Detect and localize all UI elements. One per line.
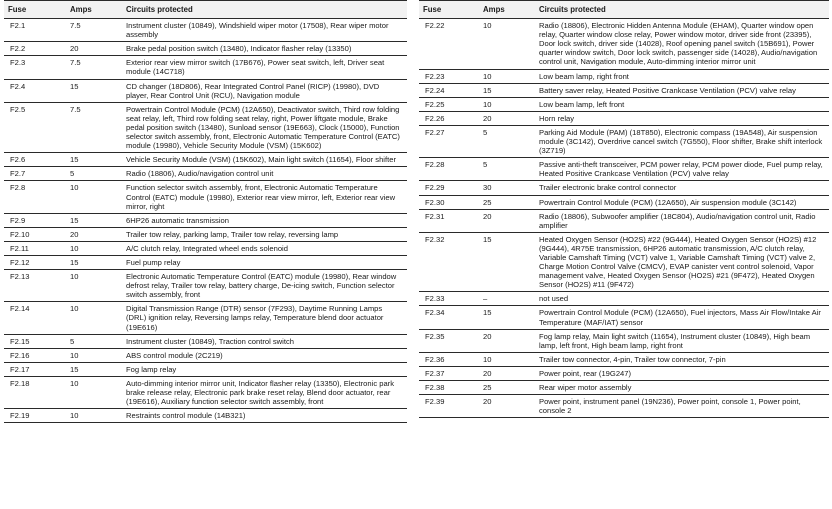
fuse-table-left: [4, 0, 407, 423]
amps-cell: 7.5: [66, 19, 122, 42]
fuse-cell: F2.1: [4, 19, 66, 42]
circuits-cell: ABS control module (2C219): [122, 348, 407, 362]
table-row: [419, 292, 829, 306]
fuse-cell: F2.18: [4, 376, 66, 408]
table-row: [4, 409, 407, 423]
table-row: [4, 376, 407, 408]
amps-cell: 10: [66, 302, 122, 334]
circuits-cell: Instrument cluster (10849), Traction control switch: [122, 334, 407, 348]
amps-cell: 30: [479, 181, 535, 195]
fuse-cell: F2.22: [419, 19, 479, 69]
amps-cell: 15: [66, 79, 122, 102]
amps-cell: 7.5: [66, 102, 122, 152]
circuits-column-header: Circuits protected: [122, 1, 407, 19]
table-row: [4, 102, 407, 152]
fuse-cell: F2.32: [419, 232, 479, 292]
fuse-cell: F2.35: [419, 329, 479, 352]
amps-cell: 25: [479, 195, 535, 209]
amps-cell: 10: [479, 19, 535, 69]
fuse-cell: F2.11: [4, 241, 66, 255]
circuits-cell: Instrument cluster (10849), Windshield wiper motor (17508), Rear wiper motor assembly: [122, 19, 407, 42]
amps-cell: 5: [66, 334, 122, 348]
table-row: [4, 362, 407, 376]
table-row: [4, 167, 407, 181]
amps-cell: 10: [66, 241, 122, 255]
fuse-cell: F2.37: [419, 366, 479, 380]
amps-cell: 10: [66, 270, 122, 302]
fuse-column-header: Fuse: [419, 1, 479, 19]
table-row: [419, 181, 829, 195]
fuse-cell: F2.19: [4, 409, 66, 423]
fuse-cell: F2.8: [4, 181, 66, 213]
amps-cell: 10: [66, 409, 122, 423]
circuits-cell: Auto-dimming interior mirror unit, Indicator flasher relay (13350), Electronic park brake release relay, Electronic park brake reset relay, Blend door actuator, rear (19E616), Auxiliary function selector switch assembly, front: [122, 376, 407, 408]
fuse-cell: F2.34: [419, 306, 479, 329]
table-row: [419, 232, 829, 292]
fuse-cell: F2.17: [4, 362, 66, 376]
circuits-cell: not used: [535, 292, 829, 306]
fuse-cell: F2.14: [4, 302, 66, 334]
fuse-cell: F2.12: [4, 255, 66, 269]
table-row: [419, 329, 829, 352]
table-row: [419, 209, 829, 232]
fuse-column-header: Fuse: [4, 1, 66, 19]
circuits-cell: Low beam lamp, right front: [535, 69, 829, 83]
fuse-table-right: [419, 0, 829, 418]
circuits-cell: Vehicle Security Module (VSM) (15K602), Main light switch (11654), Floor shifter: [122, 153, 407, 167]
fuse-cell: F2.13: [4, 270, 66, 302]
circuits-cell: Fog lamp relay: [122, 362, 407, 376]
fuse-cell: F2.39: [419, 395, 479, 418]
table-row: [4, 227, 407, 241]
table-row: [419, 306, 829, 329]
amps-cell: 20: [66, 227, 122, 241]
fuse-cell: F2.33: [419, 292, 479, 306]
circuits-cell: Radio (18806), Subwoofer amplifier (18C804), Audio/navigation control unit, Radio amplifier: [535, 209, 829, 232]
amps-cell: 15: [479, 306, 535, 329]
circuits-cell: Trailer electronic brake control connector: [535, 181, 829, 195]
table-row: [4, 270, 407, 302]
amps-cell: 15: [479, 83, 535, 97]
circuits-cell: Trailer tow relay, parking lamp, Trailer tow relay, reversing lamp: [122, 227, 407, 241]
table-row: [419, 352, 829, 366]
table-row: [4, 334, 407, 348]
fuse-cell: F2.7: [4, 167, 66, 181]
table-row: [419, 195, 829, 209]
amps-cell: 7.5: [66, 56, 122, 79]
circuits-cell: Fuel pump relay: [122, 255, 407, 269]
amps-column-header: Amps: [66, 1, 122, 19]
circuits-cell: Power point, instrument panel (19N236), Power point, console 1, Power point, console 2: [535, 395, 829, 418]
circuits-cell: Battery saver relay, Heated Positive Crankcase Ventilation (PCV) valve relay: [535, 83, 829, 97]
table-row: [4, 241, 407, 255]
table-row: [419, 97, 829, 111]
amps-cell: –: [479, 292, 535, 306]
fuse-cell: F2.5: [4, 102, 66, 152]
circuits-cell: Low beam lamp, left front: [535, 97, 829, 111]
amps-cell: 15: [66, 153, 122, 167]
circuits-cell: Horn relay: [535, 111, 829, 125]
fuse-table-right-body: [419, 19, 829, 418]
fuse-cell: F2.2: [4, 42, 66, 56]
table-row: [419, 125, 829, 157]
table-row: [4, 302, 407, 334]
circuits-column-header: Circuits protected: [535, 1, 829, 19]
circuits-cell: Digital Transmission Range (DTR) sensor (7F293), Daytime Running Lamps (DRL) ignition relay, Reversing lamps relay, Temperature blend door actuator (19E616): [122, 302, 407, 334]
circuits-cell: Trailer tow connector, 4-pin, Trailer tow connector, 7-pin: [535, 352, 829, 366]
circuits-cell: 6HP26 automatic transmission: [122, 213, 407, 227]
circuits-cell: A/C clutch relay, Integrated wheel ends solenoid: [122, 241, 407, 255]
amps-cell: 15: [479, 232, 535, 292]
circuits-cell: Restraints control module (14B321): [122, 409, 407, 423]
amps-cell: 10: [66, 348, 122, 362]
amps-cell: 20: [479, 366, 535, 380]
amps-cell: 5: [479, 125, 535, 157]
table-row: [419, 395, 829, 418]
amps-cell: 20: [479, 209, 535, 232]
table-row: [419, 158, 829, 181]
table-row: [419, 111, 829, 125]
circuits-cell: Powertrain Control Module (PCM) (12A650), Air suspension module (3C142): [535, 195, 829, 209]
circuits-cell: Powertrain Control Module (PCM) (12A650), Deactivator switch, Third row folding seat relay, left, Third row folding seat relay, right, Power liftgate module, Brake pedal position switch (13480), Sunload sensor (19E663), Clock (15000), Function selector switch assembly, front, Electronic Automatic Temperature Control (EATC) module (19980), Vehicle Security Module (VSM) (15K602): [122, 102, 407, 152]
table-row: [419, 83, 829, 97]
table-row: [419, 366, 829, 380]
amps-cell: 15: [66, 255, 122, 269]
circuits-cell: Power point, rear (19G247): [535, 366, 829, 380]
table-row: [4, 153, 407, 167]
amps-cell: 10: [479, 69, 535, 83]
amps-cell: 10: [479, 97, 535, 111]
amps-cell: 10: [66, 181, 122, 213]
table-row: [4, 42, 407, 56]
table-row: [4, 348, 407, 362]
amps-cell: 20: [66, 42, 122, 56]
fuse-table-left-body: [4, 19, 407, 423]
table-row: [4, 255, 407, 269]
fuse-cell: F2.38: [419, 381, 479, 395]
fuse-cell: F2.36: [419, 352, 479, 366]
amps-cell: 5: [66, 167, 122, 181]
circuits-cell: Heated Oxygen Sensor (HO2S) #22 (9G444), Heated Oxygen Sensor (HO2S) #12 (9G444), 4R75E transmission, 6HP26 automatic transmission, A/C clutch relay, Variable Camshaft Timing (VCT) valve 1, Variable Camshaft Timing (VCT) valve 2, Charge Motion Control Valve (CMCV), EVAP canister vent control solenoid, Vapor management valve, Heated Oxygen Sensor (HO2S) #21 (9F472), Heated Oxygen Sensor (HO2S) #11 (9F472): [535, 232, 829, 292]
circuits-cell: Parking Aid Module (PAM) (18T850), Electronic compass (19A548), Air suspension module (3C142), Overdrive cancel switch (7G550), Floor shifter, Brake shift interlock (3Z719): [535, 125, 829, 157]
table-header-row: [4, 1, 407, 19]
table-header-row: [419, 1, 829, 19]
fuse-cell: F2.10: [4, 227, 66, 241]
circuits-cell: Rear wiper motor assembly: [535, 381, 829, 395]
table-row: [419, 69, 829, 83]
fuse-cell: F2.4: [4, 79, 66, 102]
circuits-cell: Electronic Automatic Temperature Control (EATC) module (19980), Rear window defrost relay, Trailer tow relay, battery charge, De-icing switch, Function selector switch assembly, front: [122, 270, 407, 302]
fuse-cell: F2.23: [419, 69, 479, 83]
circuits-cell: Passive anti-theft transceiver, PCM power relay, PCM power diode, Fuel pump relay, Heated Positive Crankcase Ventilation (PCV) valve relay: [535, 158, 829, 181]
table-row: [419, 19, 829, 69]
circuits-cell: CD changer (18D806), Rear Integrated Control Panel (RICP) (19980), DVD player, Rear Control Unit (RCU), Navigation module: [122, 79, 407, 102]
amps-cell: 25: [479, 381, 535, 395]
fuse-cell: F2.31: [419, 209, 479, 232]
fuse-cell: F2.6: [4, 153, 66, 167]
amps-cell: 15: [66, 362, 122, 376]
circuits-cell: Fog lamp relay, Main light switch (11654), Instrument cluster (10849), High beam lamp, left front, High beam lamp, right front: [535, 329, 829, 352]
amps-cell: 15: [66, 213, 122, 227]
amps-cell: 5: [479, 158, 535, 181]
circuits-cell: Powertrain Control Module (PCM) (12A650), Fuel injectors, Mass Air Flow/Intake Air Temperature (MAF/IAT) sensor: [535, 306, 829, 329]
fuse-cell: F2.29: [419, 181, 479, 195]
fuse-cell: F2.30: [419, 195, 479, 209]
circuits-cell: Exterior rear view mirror switch (17B676), Power seat switch, left, Driver seat module (14C718): [122, 56, 407, 79]
fuse-cell: F2.28: [419, 158, 479, 181]
table-row: [4, 19, 407, 42]
fuse-cell: F2.26: [419, 111, 479, 125]
amps-cell: 10: [66, 376, 122, 408]
fuse-cell: F2.3: [4, 56, 66, 79]
fuse-cell: F2.24: [419, 83, 479, 97]
table-row: [419, 381, 829, 395]
circuits-cell: Brake pedal position switch (13480), Indicator flasher relay (13350): [122, 42, 407, 56]
fuse-cell: F2.9: [4, 213, 66, 227]
fuse-cell: F2.15: [4, 334, 66, 348]
amps-cell: 20: [479, 395, 535, 418]
table-row: [4, 213, 407, 227]
table-row: [4, 56, 407, 79]
amps-cell: 20: [479, 111, 535, 125]
fuse-cell: F2.25: [419, 97, 479, 111]
table-row: [4, 181, 407, 213]
amps-cell: 20: [479, 329, 535, 352]
circuits-cell: Radio (18806), Electronic Hidden Antenna Module (EHAM), Quarter window open relay, Quarter window close relay, Power window motor, driver side front (23395), Door lock switch, driver side (14028), Roof opening panel switch (15B691), Power quarter window switch, Door lock switch, passenger side (14028), Audio/navigation control unit, Navigation module, Auto-dimming interior mirror unit: [535, 19, 829, 69]
fuse-cell: F2.27: [419, 125, 479, 157]
amps-cell: 10: [479, 352, 535, 366]
fuse-cell: F2.16: [4, 348, 66, 362]
circuits-cell: Radio (18806), Audio/navigation control unit: [122, 167, 407, 181]
circuits-cell: Function selector switch assembly, front, Electronic Automatic Temperature Control (EATC) module (19980), Exterior rear view mirror, left, Exterior rear view mirror, right: [122, 181, 407, 213]
table-row: [4, 79, 407, 102]
amps-column-header: Amps: [479, 1, 535, 19]
